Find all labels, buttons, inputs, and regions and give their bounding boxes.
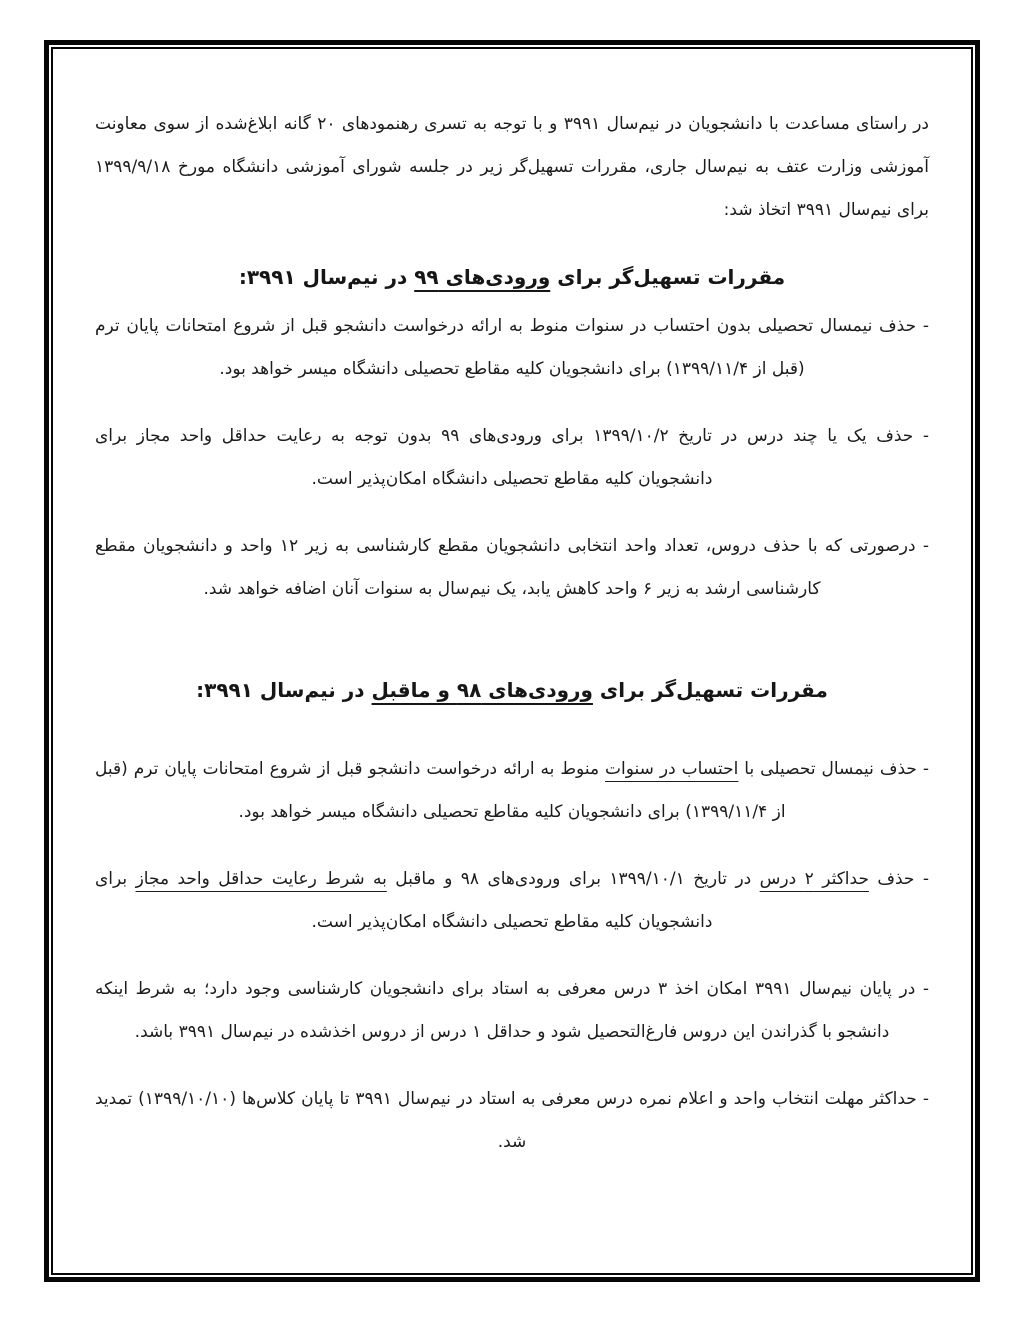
section1-heading [95, 256, 929, 299]
heading-segment: مقررات تسهیل‌گر برای [550, 265, 786, 289]
heading-segment: در نیم‌سال ۳۹۹۱: [238, 265, 415, 289]
bullet-item [95, 1078, 929, 1164]
heading-segment: در نیم‌سال ۳۹۹۱: [196, 678, 372, 702]
bullet-text: - حذف یک یا چند درس در تاریخ ۱۳۹۹/۱۰/۲ برای ورودی‌های ۹۹ بدون توجه به رعایت حداقل واحد مجاز برای دانشجویان کلیه مقاطع تحصیلی دانشگاه امکان‌پذیر است. [95, 426, 930, 489]
bullet-text: برای دانشجویان کلیه مقاطع تحصیلی دانشگاه امکان‌پذیر است. [95, 869, 713, 932]
bullet-text: - حذف [868, 869, 929, 889]
bullet-text: - در پایان نیم‌سال ۳۹۹۱ امکان اخذ ۳ درس معرفی به استاد برای دانشجویان کارشناسی وجود دارد؛ به شرط اینکه دانشجو با گذراندن این دروس فارغ‌التحصیل شود و حداقل ۱ درس از دروس اخذشده در نیم‌سال ۳۹۹۱ باشد. [95, 979, 930, 1042]
bullet-text: - حذف نیمسال تحصیلی با [738, 759, 929, 779]
bullet-item [95, 305, 929, 391]
bullet-text: در تاریخ ۱۳۹۹/۱۰/۱ برای ورودی‌های ۹۸ و ماقبل [386, 869, 760, 889]
underlined-phrase: ورودی‌های ۹۸ و ماقبل [371, 678, 593, 702]
bullet-item [95, 968, 929, 1054]
intro-paragraph [95, 103, 929, 232]
bullet-text: - حذف نیمسال تحصیلی بدون احتساب در سنوات منوط به ارائه درخواست دانشجو قبل از شروع امتحانات پایان ترم (قبل از ۱۳۹۹/۱۱/۴) برای دانشجویان کلیه مقاطع تحصیلی دانشگاه میسر خواهد بود. [95, 316, 929, 379]
bullet-text: منوط به ارائه درخواست دانشجو قبل از شروع امتحانات پایان ترم (قبل از ۱۳۹۹/۱۱/۴) برای دانشجویان کلیه مقاطع تحصیلی دانشگاه میسر خواهد بود. [95, 759, 786, 822]
bullet-item [95, 858, 929, 944]
underlined-phrase: احتساب در سنوات [605, 759, 739, 779]
bullet-item [95, 748, 929, 834]
underlined-phrase: ورودی‌های ۹۹ [414, 265, 551, 289]
bullet-item [95, 415, 929, 501]
heading-segment: مقررات تسهیل‌گر برای [592, 678, 828, 702]
underlined-phrase: حداکثر ۲ درس [759, 869, 869, 889]
section2-heading [95, 669, 929, 712]
underlined-phrase: به شرط رعایت حداقل واحد مجاز [135, 869, 387, 889]
intro-text: در راستای مساعدت با دانشجویان در نیم‌سال ۳۹۹۱ و با توجه به تسری رهنمودهای ۲۰ گانه ابلاغ‌شده از سوی معاونت آموزشی وزارت عتف به نیم‌سال جاری، مقررات تسهیل‌گر زیر در جلسه شورای آموزشی دانشگاه مورخ ۱۳۹۹/۹/۱۸ برای نیم‌سال ۳۹۹۱ اتخاذ شد: [95, 114, 930, 220]
bullet-item [95, 525, 929, 611]
page-content-area [51, 47, 973, 1275]
page-border-frame [44, 40, 980, 1282]
bullet-text: - درصورتی که با حذف دروس، تعداد واحد انتخابی دانشجویان مقطع کارشناسی به زیر ۱۲ واحد و دانشجویان مقطع کارشناسی ارشد به زیر ۶ واحد کاهش یابد، یک نیم‌سال به سنوات آنان اضافه خواهد شد. [95, 536, 929, 599]
bullet-text: - حداکثر مهلت انتخاب واحد و اعلام نمره درس معرفی به استاد در نیم‌سال ۳۹۹۱ تا پایان کلاس‌ها (۱۳۹۹/۱۰/۱۰) تمدید شد. [95, 1089, 929, 1152]
